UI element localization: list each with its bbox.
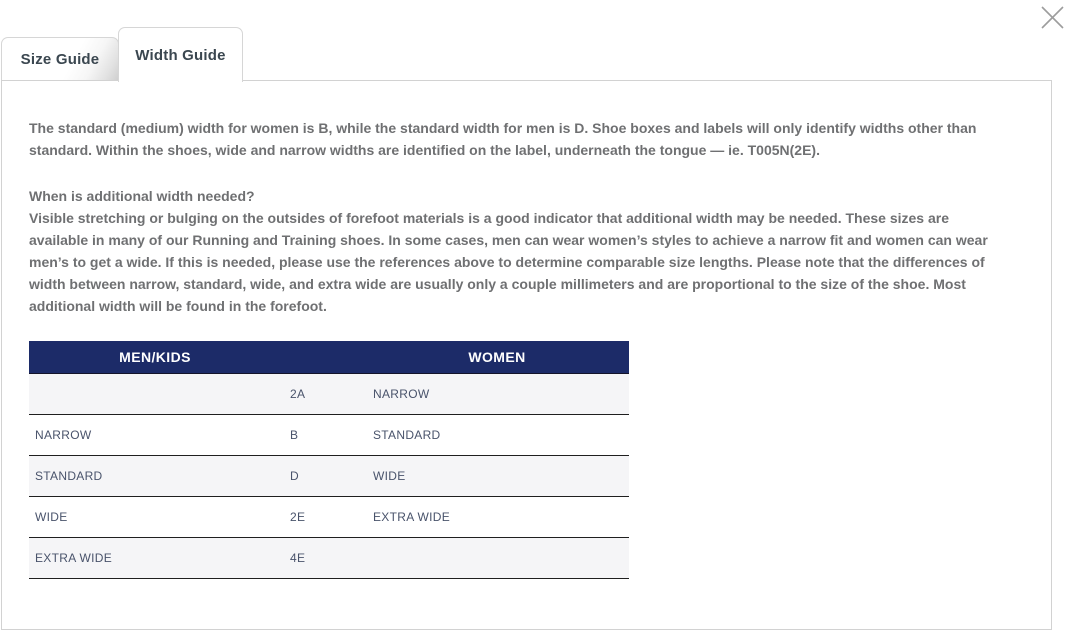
width-table [29, 341, 629, 579]
table-row [29, 414, 629, 455]
cell-men-kids [29, 373, 281, 414]
cell-men-kids: WIDE [29, 496, 281, 537]
cell-women: EXTRA WIDE [365, 496, 629, 537]
table-row [29, 455, 629, 496]
cell-code: 2E [281, 496, 365, 537]
column-header-women: WOMEN [365, 341, 629, 373]
tab-size-guide-label: Size Guide [20, 50, 100, 68]
tab-width-guide[interactable] [118, 27, 243, 82]
table-row [29, 496, 629, 537]
cell-women: NARROW [365, 373, 629, 414]
cell-code: B [281, 414, 365, 455]
cell-code: 2A [281, 373, 365, 414]
table-row [29, 537, 629, 578]
cell-women: STANDARD [365, 414, 629, 455]
cell-men-kids: EXTRA WIDE [29, 537, 281, 578]
question-heading: When is additional width needed? [29, 188, 255, 204]
cell-men-kids: NARROW [29, 414, 281, 455]
cell-code: D [281, 455, 365, 496]
tab-size-guide[interactable] [1, 37, 119, 80]
table-row [29, 373, 629, 414]
question-body: Visible stretching or bulging on the outsides of forefoot materials is a good indicator that additional width may be needed. These sizes are available in many of our Running and Training shoes. In some cases, men can wear women’s styles to achieve a narrow fit and women can wear men’s to get a wide. If this is needed, please use the references above to determine comparable size lengths. Please note that the differences of width between narrow, standard, wide, and extra wide are usually only a couple millimeters and are proportional to the size of the shoe. Most additional width will be found in the forefoot. [29, 210, 988, 314]
width-guide-panel [1, 80, 1052, 630]
cell-women: WIDE [365, 455, 629, 496]
cell-code: 4E [281, 537, 365, 578]
additional-width-section [29, 185, 1011, 317]
column-header-code [281, 341, 365, 373]
column-header-men-kids: MEN/KIDS [29, 341, 281, 373]
close-icon[interactable] [1036, 1, 1069, 34]
intro-paragraph: The standard (medium) width for women is B, while the standard width for men is D. Shoe boxes and labels will only identify widths other than standard. Within the shoes, wide and narrow widths are identified on the label, underneath the tongue — ie. T005N(2E). [29, 120, 977, 158]
cell-women [365, 537, 629, 578]
width-table-header-row [29, 341, 629, 373]
tab-width-guide-label: Width Guide [135, 46, 226, 64]
cell-men-kids: STANDARD [29, 455, 281, 496]
